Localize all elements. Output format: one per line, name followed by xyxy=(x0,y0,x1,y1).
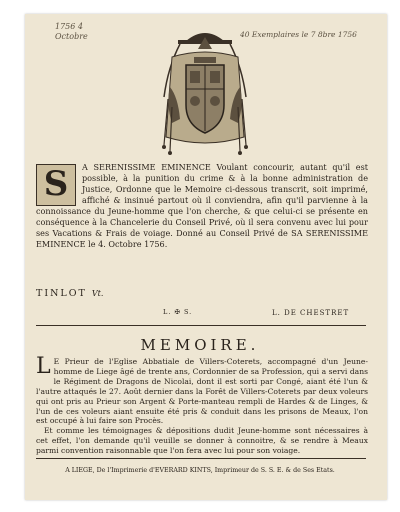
signature-tinlot: TINLOT Vt. xyxy=(36,288,104,299)
memoire-title: MEMOIRE. xyxy=(140,336,260,354)
signature-chestret: L. DE CHESTRET xyxy=(272,309,350,317)
seal-mark: L. ✠ S. xyxy=(163,308,193,316)
divider-rule-bottom xyxy=(36,458,366,459)
decree-text: A SERENISSIME EMINENCE Voulant concourir, autant qu'il est possible, à la punition du crime & à la bonne administration de Justice, Ordonne que le Memoire ci-dessous transcrit, soit imprimé, affiché & insinué partout où il conviendra, afin qu'il parvienne à la connoissance du Jeune-homme que l'on cherche, & que celui-ci se présente en conséquence à la Chancelerie du Conseil Privé, où il sera convenu avec lui pour ses Vacations & Frais de voiage. Donné au Conseil Privé de SA SERENISSIME EMINENCE le 4. Octobre 1756. xyxy=(36,162,368,249)
decorated-initial-S: S xyxy=(36,164,76,206)
divider-rule xyxy=(36,325,366,326)
memoire-paragraph-2: Et comme les témoignages & dépositions dudit Jeune-homme sont nécessaires à cet effet, l'on demande qu'il veuille se donner à connoitre, & se rendre à Meaux parmi convention raisonnable que l'on fera avec lui pour son voiage. xyxy=(36,426,368,456)
handwritten-note-date: 1756 4 Octobre xyxy=(55,22,88,41)
decree-paragraph xyxy=(36,162,368,250)
handwritten-note-copies: 40 Exemplaires le 7 8bre 1756 xyxy=(240,30,357,39)
printer-imprint: A LIEGE, De l'Imprimerie d'EVERARD KINTS, Imprimeur de S. S. E. & de Ses Etats. xyxy=(65,467,335,474)
coat-of-arms-icon xyxy=(158,27,253,157)
memoire-body xyxy=(36,354,368,456)
memoire-paragraph-1: L E Prieur de l'Eglise Abbatiale de Villers-Coterets, accompagné d'un Jeune-homme de Liege âgé de trente ans, Cordonnier de sa Profession, qui a servi dans le Régiment de Dragons de Nicolai, dont il est sorti par Congé, aiant été l'un & l'autre attaqués le 27. Août dernier dans la Forêt de Villers-Coterets par deux voleurs qui ont pris au Prieur son Argent & Porte-manteau rempli de Hardes & de Linges, & l'un de ces voleurs aiant ensuite été pris & conduit dans les prisons de Meaux, l'on est occupé à lui faire son Procès. xyxy=(36,354,368,426)
